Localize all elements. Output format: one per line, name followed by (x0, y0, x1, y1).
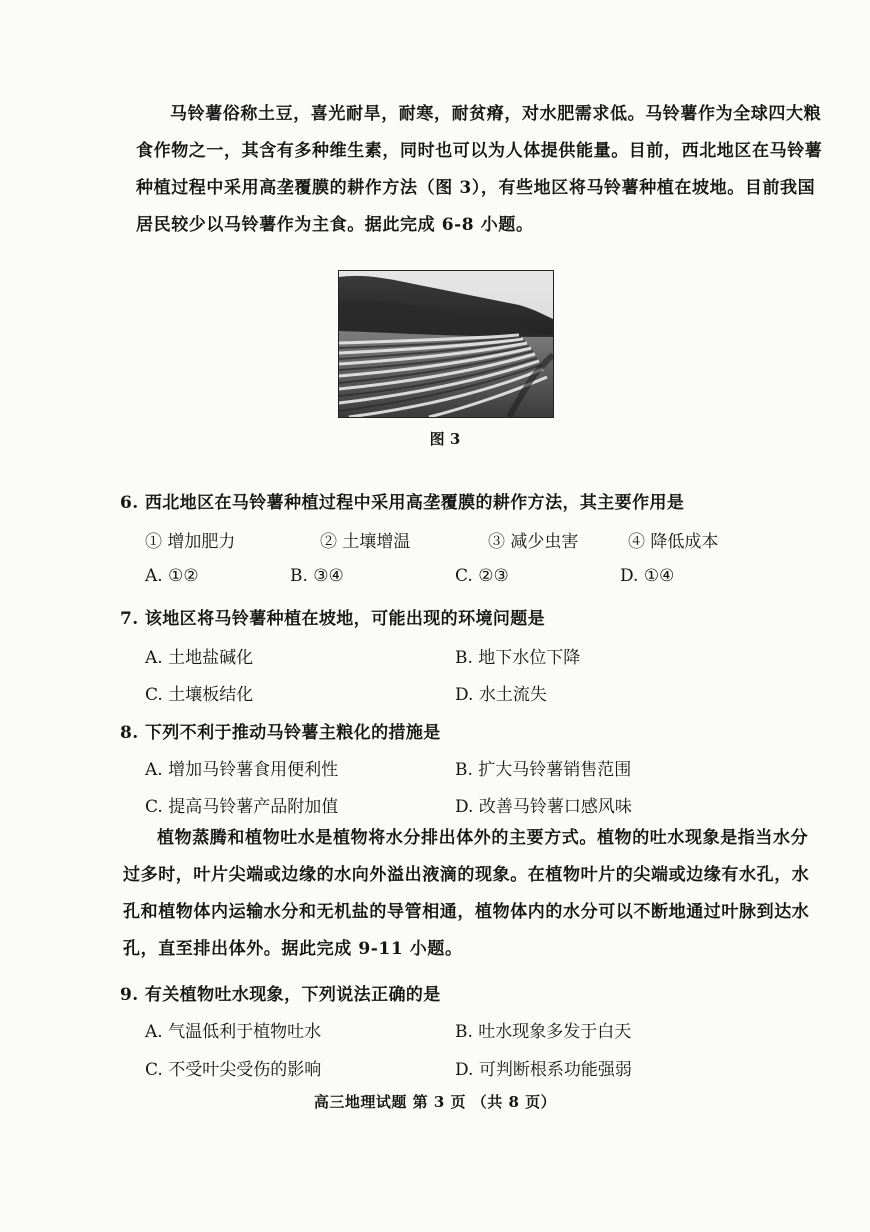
choice-c: C. 不受叶尖受伤的影响 (145, 1060, 322, 1080)
choice-b: B. 吐水现象多发于白天 (455, 1022, 632, 1042)
paragraph-line: 食作物之一，其含有多种维生素，同时也可以为人体提供能量。目前，西北地区在马铃薯 (136, 141, 823, 161)
choice-a: A. 增加马铃薯食用便利性 (145, 760, 339, 780)
choice-a: A. ①② (145, 566, 199, 586)
paragraph-line: 马铃薯俗称土豆，喜光耐旱，耐寒，耐贫瘠，对水肥需求低。马铃薯作为全球四大粮 (170, 104, 822, 124)
question-8-stem: 8. 下列不利于推动马铃薯主粮化的措施是 (120, 723, 441, 743)
choice-b: B. ③④ (290, 566, 344, 586)
statement-2: ② 土壤增温 (320, 532, 411, 552)
statement-3: ③ 减少虫害 (488, 532, 579, 552)
choice-c: C. 提高马铃薯产品附加值 (145, 797, 339, 817)
choice-d: D. ①④ (620, 566, 675, 586)
question-6-statements (145, 527, 765, 553)
paragraph-line: 植物蒸腾和植物吐水是植物将水分排出体外的主要方式。植物的吐水现象是指当水分 (157, 828, 809, 848)
paragraph-line: 孔，直至排出体外。据此完成 9-11 小题。 (123, 939, 463, 959)
intro-paragraph-guttation (123, 820, 810, 968)
choice-a: A. 气温低利于植物吐水 (145, 1022, 322, 1042)
field-photo-illustration (339, 271, 553, 417)
figure-caption: 图 3 (429, 430, 461, 448)
choice-c: C. 土壤板结化 (145, 685, 254, 705)
choice-c: C. ②③ (455, 566, 509, 586)
choice-b: B. 扩大马铃薯销售范围 (455, 760, 632, 780)
choice-b: B. 地下水位下降 (455, 648, 581, 668)
question-7-stem: 7. 该地区将马铃薯种植在坡地，可能出现的环境问题是 (120, 609, 546, 629)
paragraph-line: 种植过程中采用高垄覆膜的耕作方法（图 3），有些地区将马铃薯种植在坡地。目前我国 (136, 178, 816, 198)
statement-4: ④ 降低成本 (628, 532, 719, 552)
intro-paragraph-potato (136, 96, 823, 244)
page-footer: 高三地理试题 第 3 页 （共 8 页） (313, 1093, 557, 1111)
paragraph-line: 居民较少以马铃薯作为主食。据此完成 6-8 小题。 (136, 215, 534, 235)
choice-d: D. 可判断根系功能强弱 (455, 1060, 632, 1080)
paragraph-line: 过多时，叶片尖端或边缘的水向外溢出液滴的现象。在植物叶片的尖端或边缘有水孔，水 (123, 865, 810, 885)
paragraph-line: 孔和植物体内运输水分和无机盐的导管相通，植物体内的水分可以不断地通过叶脉到达水 (123, 902, 810, 922)
question-6-stem: 6. 西北地区在马铃薯种植过程中采用高垄覆膜的耕作方法，其主要作用是 (120, 493, 685, 513)
choice-d: D. 水土流失 (455, 685, 547, 705)
question-9-stem: 9. 有关植物吐水现象，下列说法正确的是 (120, 985, 441, 1005)
choice-d: D. 改善马铃薯口感风味 (455, 797, 632, 817)
choice-a: A. 土地盐碱化 (145, 648, 254, 668)
figure-3-photo (338, 270, 554, 418)
statement-1: ① 增加肥力 (145, 532, 236, 552)
question-6-choices (145, 566, 765, 592)
